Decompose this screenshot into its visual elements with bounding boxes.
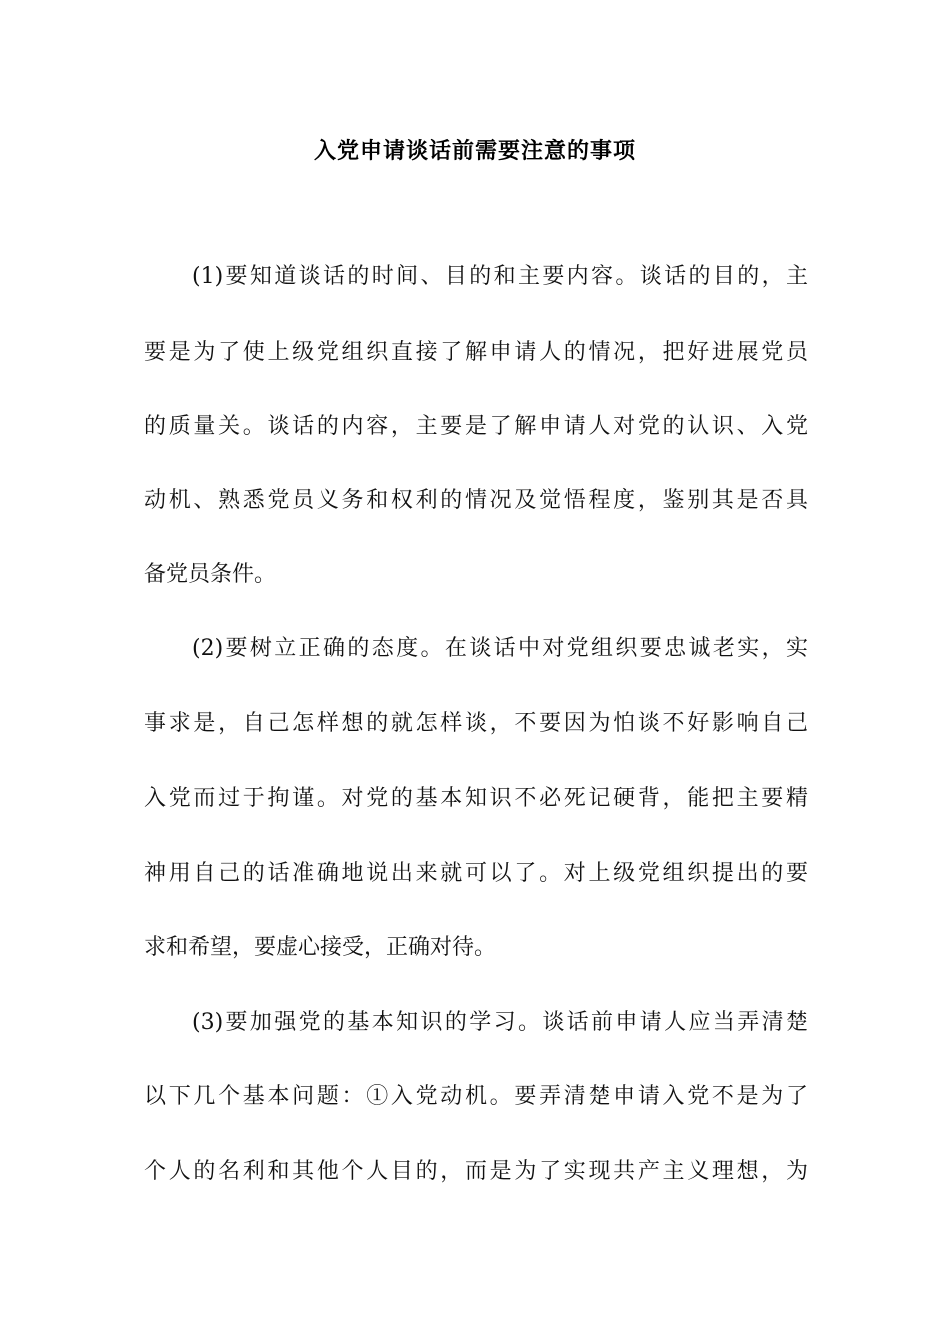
paragraph-3-line-1: (3)要加强党的基本知识的学习。谈话前申请人应当弄清楚 (192, 1010, 808, 1035)
paragraph-2-line-3: 入党而过于拘谨。对党的基本知识不必死记硬背，能把主要精 (144, 786, 808, 811)
paragraph-1-line-3: 的质量关。谈话的内容，主要是了解申请人对党的认识、入党 (144, 414, 808, 439)
paragraph-2-line-2: 事求是，自己怎样想的就怎样谈，不要因为怕谈不好影响自己 (144, 711, 808, 736)
paragraph-1-line-5: 备党员条件。 (144, 562, 277, 587)
paragraph-3-line-3: 个人的名利和其他个人目的，而是为了实现共产主义理想，为 (144, 1159, 808, 1184)
paragraph-1-line-4: 动机、熟悉党员义务和权利的情况及觉悟程度，鉴别其是否具 (144, 488, 808, 513)
document-title: 入党申请谈话前需要注意的事项 (313, 139, 636, 164)
paragraph-2-line-1: (2)要树立正确的态度。在谈话中对党组织要忠诚老实，实 (192, 636, 808, 661)
paragraph-2-line-4: 神用自己的话准确地说出来就可以了。对上级党组织提出的要 (144, 861, 808, 886)
paragraph-1-line-1: (1)要知道谈话的时间、目的和主要内容。谈话的目的，主 (192, 264, 808, 289)
paragraph-1-line-2: 要是为了使上级党组织直接了解申请人的情况，把好进展党员 (144, 340, 808, 365)
paragraph-3-line-2: 以下几个基本问题：①入党动机。要弄清楚申请入党不是为了 (144, 1084, 808, 1109)
paragraph-2-line-5: 求和希望，要虚心接受，正确对待。 (144, 935, 497, 960)
